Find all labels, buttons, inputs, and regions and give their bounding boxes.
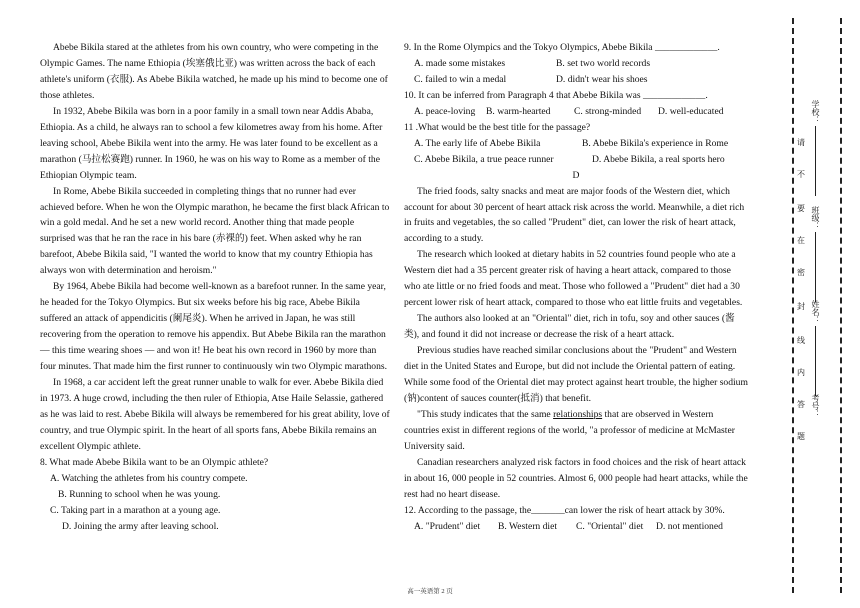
option-c: C. Taking part in a marathon at a young age. bbox=[50, 504, 221, 516]
option-a: A. peace-loving bbox=[414, 105, 476, 117]
paragraph: Canadian researchers analyzed risk factors in food choices and the risk of heart attack in about 16, 000 people in 52 countries. Almost 6, 000 people had heart attacks, while the rest had no heart disease. bbox=[404, 456, 748, 500]
right-column bbox=[404, 40, 748, 535]
paragraph bbox=[404, 407, 748, 455]
option-a: A. "Prudent" diet bbox=[414, 520, 481, 532]
paragraph: Abebe Bikila stared at the athletes from his own country, who were competing in the Olympic Games. The name Ethiopia (埃塞俄比亚) was written across the back of each athlete's uniform (衣服). As Abebe Bikila watched, he made up his mind to become one of those athletes. bbox=[40, 42, 388, 101]
warning-char: 封 bbox=[797, 302, 805, 311]
paragraph: By 1964, Abebe Bikila had become well-known as a barefoot runner. In the same year, he headed for the Tokyo Olympics. But six weeks before his big race, Abebe Bikila suffered an attack of appendicitis (阑尾炎). When he arrived in Japan, he was still recovering from the operation to remove his appendix. But Abebe Bikila ran the marathon — this time wearing shoes — and won it! He beat his own record in 1960 by more than four minutes. That made him the first runner to continuously win two Olympic marathons. bbox=[40, 281, 388, 373]
option-b: B. Western diet bbox=[498, 520, 558, 532]
question-8 bbox=[40, 455, 390, 535]
question-10 bbox=[404, 88, 748, 120]
left-column bbox=[40, 40, 390, 535]
warning-char: 要 bbox=[797, 204, 805, 213]
binding-margin bbox=[764, 18, 860, 593]
question-11 bbox=[404, 120, 748, 168]
write-line bbox=[815, 126, 816, 196]
option-d: D. well-educated bbox=[658, 105, 724, 117]
write-line bbox=[815, 326, 816, 396]
option-b: B. warm-hearted bbox=[486, 105, 551, 117]
option-c: C. failed to win a medal bbox=[414, 73, 507, 85]
paragraph: In 1932, Abebe Bikila was born in a poor family in a small town near Addis Ababa, Ethiopia. As a child, he always ran to school a few kilometres away from his home. After leaving school, Abebe Bikila went into the army. He was later found to be excellent as a marathon (马拉松赛跑) runner. In 1960, he was on his way to Rome as a member of the Ethiopian Olympic team. bbox=[40, 105, 383, 181]
school-field[interactable] bbox=[810, 100, 821, 196]
class-field[interactable] bbox=[810, 206, 821, 302]
warning-char: 题 bbox=[797, 432, 805, 441]
paragraph: Previous studies have reached similar conclusions about the "Prudent" and Western diet in the United States and Europe, but did not include the Oriental pattern of eating. While some food of the Oriental diet may protect against heart trouble, the higher sodium (钠)content of sauces counter(抵消) that benefit. bbox=[404, 345, 748, 404]
field-label: 班级： bbox=[811, 206, 820, 230]
warning-char: 答 bbox=[797, 400, 805, 409]
field-label: 考号： bbox=[811, 394, 820, 418]
paragraph: The research which looked at dietary habits in 52 countries found people who ate a Western diet had a 35 percent greater risk of having a heart attack, compared to those who ate little or no fried foods and meat. Those who followed a "Prudent" diet had a 30 percent lower risk of heart attack, compared to those who eat little fruits and vegetables. bbox=[404, 249, 743, 309]
underlined-word: relationships bbox=[553, 408, 603, 420]
warning-char: 内 bbox=[797, 368, 805, 377]
page-footer: 高一英语第 2 页 bbox=[407, 588, 453, 595]
warning-char: 在 bbox=[797, 236, 805, 245]
paragraph: The authors also looked at an "Oriental" diet, rich in tofu, soy and other sauces (酱类), and found it did not increase or decrease the risk of a heart attack. bbox=[404, 313, 735, 341]
question-12 bbox=[404, 503, 748, 535]
seal-line bbox=[792, 18, 794, 593]
question-9 bbox=[404, 40, 748, 88]
option-d: D. not mentioned bbox=[656, 520, 723, 532]
option-a: A. made some mistakes bbox=[414, 57, 506, 69]
question-stem: 10. It can be inferred from Paragraph 4 that Abebe Bikila was _____________. bbox=[404, 89, 708, 101]
text-run: that are observed in Western countries exist in different regions of the world, "a professor of medicine at McMaster University said. bbox=[404, 408, 735, 452]
option-c: C. Abebe Bikila, a true peace runner bbox=[414, 153, 554, 165]
option-b: B. Running to school when he was young. bbox=[58, 488, 221, 500]
passage-label: D bbox=[572, 169, 580, 181]
field-label: 姓名： bbox=[811, 300, 820, 324]
question-stem: 12. According to the passage, the_______can lower the risk of heart attack by 30%. bbox=[404, 504, 725, 516]
paragraph: In 1968, a car accident left the great runner unable to walk for ever. Abebe Bikila died in 1973. A huge crowd, including the then ruler of Ethiopia, Atse Haile Selassie, gathered as he was laid to rest. Abebe Bikila will always be remembered for his great ability, love of country, and true Olympic spirit. In the heart of all sports fans, Abebe Bikila remains an excellent Olympic athlete. bbox=[40, 377, 390, 452]
option-a: A. Watching the athletes from his country compete. bbox=[50, 472, 248, 484]
warning-char: 线 bbox=[797, 336, 805, 345]
paragraph: In Rome, Abebe Bikila succeeded in completing things that no runner had ever achieved before. When he won the Olympic marathon, he became the first black African to win a gold medal. And he set a new world record. Another thing that made people surprised was that he ran the race in his bare (赤裸的) feet. When asked why he ran barefoot, Abebe Bikila said, "I wanted the world to know that my country Ethiopia has always won with determination and heroism." bbox=[40, 185, 390, 277]
option-c: C. "Oriental" diet bbox=[576, 520, 644, 532]
option-d: D. Joining the army after leaving school. bbox=[62, 520, 219, 532]
option-d: D. didn't wear his shoes bbox=[556, 73, 648, 85]
text-run: "This study indicates that the same bbox=[417, 408, 554, 420]
question-stem: 11 .What would be the best title for the passage? bbox=[404, 121, 591, 133]
write-line bbox=[815, 232, 816, 302]
option-c: C. strong-minded bbox=[574, 105, 642, 117]
option-a: A. The early life of Abebe Bikila bbox=[414, 137, 541, 149]
name-field[interactable] bbox=[810, 300, 821, 396]
exam-number-field[interactable] bbox=[810, 394, 821, 418]
warning-char: 密 bbox=[797, 268, 805, 277]
option-b: B. Abebe Bikila's experience in Rome bbox=[582, 137, 729, 149]
warning-char: 请 bbox=[797, 138, 805, 147]
paragraph: The fried foods, salty snacks and meat are major foods of the Western diet, which account for about 30 percent of heart attack risk across the world. Meanwhile, a diet rich in fruits and vegetables, the so called "Prudent" diet, can lower the risk of heart attack, according to a study. bbox=[404, 185, 745, 245]
option-d: D. Abebe Bikila, a real sports hero bbox=[592, 153, 725, 165]
option-b: B. set two world records bbox=[556, 57, 651, 69]
seal-line bbox=[840, 18, 842, 593]
question-stem: 8. What made Abebe Bikila want to be an Olympic athlete? bbox=[40, 456, 269, 468]
warning-char: 不 bbox=[797, 170, 805, 179]
field-label: 学校： bbox=[811, 100, 820, 124]
question-stem: 9. In the Rome Olympics and the Tokyo Olympics, Abebe Bikila _____________. bbox=[404, 42, 720, 53]
